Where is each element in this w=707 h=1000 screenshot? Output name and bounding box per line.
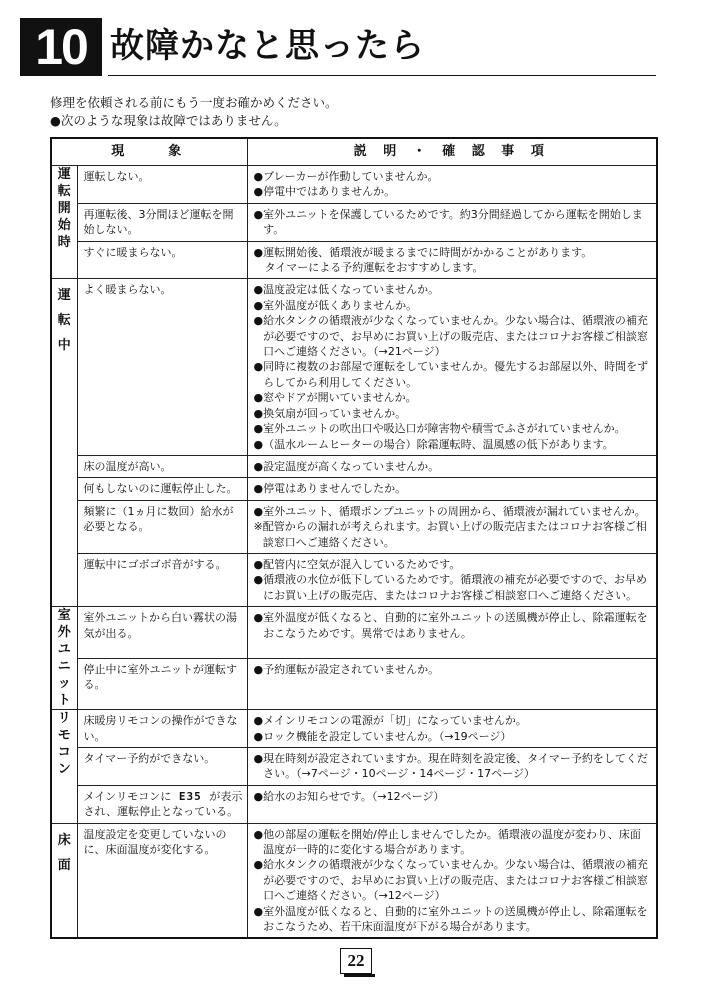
section-label-char: 運 xyxy=(57,288,71,304)
explanation-cell xyxy=(247,658,657,710)
table-row xyxy=(51,785,657,823)
intro-line-2: ●次のような現象は故障ではありません。 xyxy=(50,113,287,128)
explanation-item: ● 給水タンクの循環液が少なくなっていませんか。少ない場合は、循環液の補充が必要ですので、お早めにお買い上げの販売店、またはコロナお客様ご相談窓口へご連絡ください。（→21ページ） xyxy=(253,314,648,359)
section-label-char: 外 xyxy=(57,625,71,641)
phenomenon-cell: 再運転後、3分間ほど運転を開始しない。 xyxy=(77,203,247,241)
explanation-item: ● メインリモコンの電源が「切」になっていませんか。 xyxy=(253,714,527,728)
phenomenon-cell: タイマー予約ができない。 xyxy=(77,747,247,785)
table-row xyxy=(51,607,657,659)
phenomenon-cell: 停止中に室外ユニットが運転する。 xyxy=(77,658,247,710)
section-label-char: 運 xyxy=(57,167,71,182)
section-label-char: モ xyxy=(57,728,71,744)
explanation-item: ● （温水ルームヒーターの場合）除霜運転時、温風感の低下があります。 xyxy=(253,437,614,451)
section-label-char: 転 xyxy=(57,313,71,329)
section-label-char: ト xyxy=(57,693,71,709)
section-label-char: 室 xyxy=(57,608,71,624)
phenomenon-cell xyxy=(77,785,247,823)
section-label-char: ン xyxy=(57,762,71,778)
explanation-item: ● 運転開始後、循環液が暖まるまでに時間がかかることがあります。 xyxy=(253,245,593,259)
section-label xyxy=(51,607,77,710)
explanation-item: ● 他の部屋の運転を開始/停止しませんでしたか。循環液の温度が変わり、床面温度が一時的に変化する場合があります。 xyxy=(253,827,641,856)
explanation-item: ● 給水のお知らせです。（→12ページ） xyxy=(253,789,445,803)
explanation-item: ● ロック機能を設定していませんか。（→19ページ） xyxy=(253,729,512,743)
section-label xyxy=(51,166,77,279)
phenomenon-text: が表示され、運転停止となっている。 xyxy=(83,789,243,819)
section-label xyxy=(51,279,77,607)
explanation-item: ● 室外ユニットを保護しているためです。約3分間経過してから運転を開始します。 xyxy=(253,207,643,237)
explanation-cell xyxy=(247,478,657,500)
explanation-item: ● 室外温度が低くなると、自動的に室外ユニットの送風機が停止し、除霜運転をおこなうためです。異常ではありません。 xyxy=(253,611,648,640)
explanation-item: ● 同時に複数のお部屋で運転をしていませんか。優先するお部屋以外、時間をずらしてから利用してください。 xyxy=(253,360,649,389)
explanation-cell xyxy=(247,710,657,748)
table-row xyxy=(51,710,657,748)
section-label-char: 床 xyxy=(57,832,71,848)
section-label-char: ニ xyxy=(57,659,71,675)
table-row xyxy=(51,241,657,279)
table-row xyxy=(51,279,657,455)
explanation-item: タイマーによる予約運転をおすすめします。 xyxy=(264,261,484,275)
explanation-item: ● 温度設定は低くなっていませんか。 xyxy=(253,283,440,297)
section-label-char: コ xyxy=(57,745,71,761)
table-row xyxy=(51,203,657,241)
section-label xyxy=(51,710,77,823)
phenomenon-cell: 室外ユニットから白い霧状の湯気が出る。 xyxy=(77,607,247,659)
explanation-item: ● 設定温度が高くなっていませんか。 xyxy=(253,459,440,473)
page-title: 故障かなと思ったら xyxy=(110,26,425,66)
section-label-char: ッ xyxy=(57,676,71,692)
explanation-cell xyxy=(247,279,657,455)
explanation-item: ● 予約運転が設定されていませんか。 xyxy=(253,662,440,676)
section-label-char: 始 xyxy=(57,218,71,233)
explanation-cell xyxy=(247,553,657,606)
page-number: 22 xyxy=(340,948,372,974)
phenomenon-cell: 床暖房リモコンの操作ができない。 xyxy=(77,710,247,748)
intro-text xyxy=(50,94,338,130)
phenomenon-cell: 床の温度が高い。 xyxy=(77,455,247,477)
explanation-item: ● 窓やドアが開いていませんか。 xyxy=(253,391,417,405)
table-row xyxy=(51,553,657,606)
explanation-cell xyxy=(247,785,657,823)
explanation-item: ● ブレーカーが作動していませんか。 xyxy=(253,170,439,183)
intro-line-1: 修理を依頼される前にもう一度お確かめください。 xyxy=(50,95,338,110)
explanation-item: ※ 配管からの漏れが考えられます。お買い上げの販売店またはコロナお客様ご相談窓口へご連絡ください。 xyxy=(253,520,647,549)
phenomenon-text: メインリモコンに xyxy=(83,789,172,803)
table-row xyxy=(51,823,657,938)
table-row xyxy=(51,455,657,477)
phenomenon-cell: よく暖まらない。 xyxy=(77,279,247,455)
chapter-number: 10 xyxy=(20,18,102,76)
section-label-char: リ xyxy=(57,711,71,727)
explanation-item: ● 室外ユニットの吹出口や吸込口が障害物や積雪でふさがれていませんか。 xyxy=(253,422,626,436)
explanation-cell xyxy=(247,455,657,477)
explanation-item: ● 換気扇が回っていませんか。 xyxy=(253,406,407,420)
title-underline xyxy=(108,75,656,76)
explanation-cell xyxy=(247,747,657,785)
explanation-cell xyxy=(247,241,657,279)
explanation-cell xyxy=(247,607,657,659)
explanation-item: ● 配管内に空気が混入しているためです。 xyxy=(253,557,461,571)
phenomenon-cell: 運転しない。 xyxy=(77,166,247,204)
troubleshooting-table xyxy=(50,137,658,939)
explanation-item: ● 現在時刻が設定されていますか。現在時刻を設定後、タイマー予約をしてください。（→7ページ・10ページ・14ページ・17ページ） xyxy=(253,751,648,781)
section-label-char: 転 xyxy=(57,184,71,199)
phenomenon-cell: 温度設定を変更していないのに、床面温度が変化する。 xyxy=(77,823,247,938)
explanation-item: ● 給水タンクの循環液が少なくなっていませんか。少ない場合は、循環液の補充が必要ですので、お早めにお買い上げの販売店、またはコロナお客様ご相談窓口へご連絡ください。（→12ページ） xyxy=(253,858,648,903)
table-row xyxy=(51,658,657,710)
header-explanation: 説 明 ・ 確 認 事 項 xyxy=(247,138,657,166)
phenomenon-cell: 何もしないのに運転停止した。 xyxy=(77,478,247,500)
table-row xyxy=(51,500,657,553)
explanation-cell xyxy=(247,500,657,553)
section-label xyxy=(51,823,77,938)
section-label-char: 開 xyxy=(57,201,71,216)
table-row xyxy=(51,478,657,500)
section-label-char: 時 xyxy=(57,235,71,250)
phenomenon-cell: すぐに暖まらない。 xyxy=(77,241,247,279)
explanation-cell xyxy=(247,823,657,938)
explanation-item: ● 室外温度が低くありませんか。 xyxy=(253,298,418,312)
explanation-cell xyxy=(247,166,657,204)
phenomenon-cell: 頻繁に（1ヵ月に数回）給水が必要となる。 xyxy=(77,500,247,553)
table-header-row xyxy=(51,138,657,166)
explanation-item: ● 循環液の水位が低下しているためです。循環液の補充が必要ですので、お早めにお買い上げの販売店、またはコロナお客様ご相談窓口へご連絡ください。 xyxy=(253,573,648,602)
phenomenon-cell: 運転中にゴボゴボ音がする。 xyxy=(77,553,247,606)
explanation-item: ● 室外ユニット、循環ポンプユニットの周囲から、循環液が漏れていませんか。 xyxy=(253,504,646,518)
section-label-char: 面 xyxy=(57,857,71,873)
table-row xyxy=(51,166,657,204)
header-phenomenon: 現 象 xyxy=(51,138,247,166)
explanation-item: ● 停電はありませんでしたか。 xyxy=(253,482,407,496)
explanation-item: ● 室外温度が低くなると、自動的に室外ユニットの送風機が停止し、除霜運転をおこなうため、若干床面温度が下がる場合があります。 xyxy=(253,904,648,934)
error-code-display: E35 xyxy=(171,789,210,803)
explanation-cell xyxy=(247,203,657,241)
section-label-char: 中 xyxy=(57,338,71,354)
explanation-item: ● 停電中ではありませんか。 xyxy=(253,185,396,199)
section-label-char: ユ xyxy=(57,642,71,658)
table-row xyxy=(51,747,657,785)
